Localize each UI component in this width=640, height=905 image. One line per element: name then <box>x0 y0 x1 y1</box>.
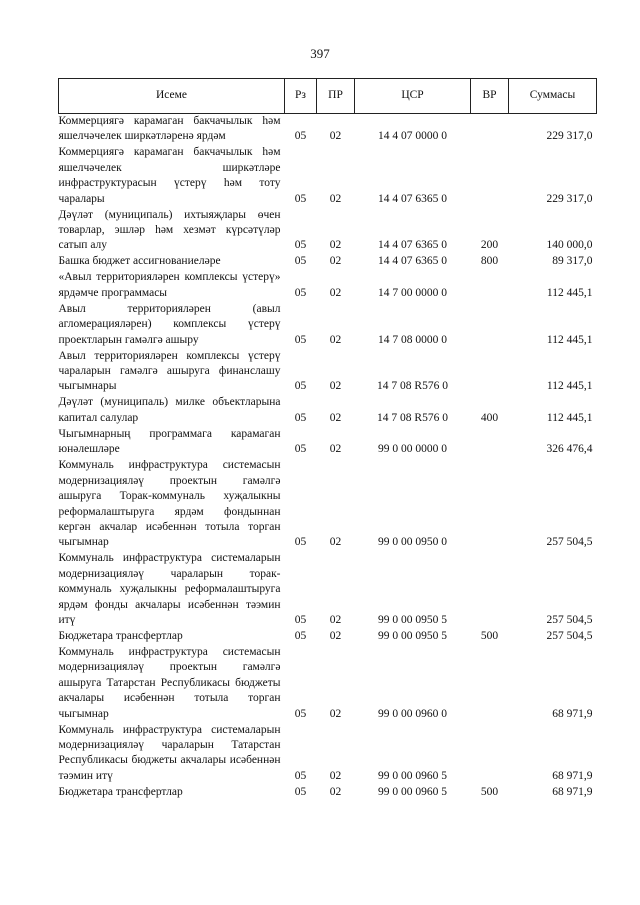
table-row <box>59 145 597 207</box>
row-sum: 229 317,0 <box>546 130 593 143</box>
row-vr <box>471 458 509 551</box>
row-pr: 02 <box>329 785 342 798</box>
table-row <box>59 645 597 723</box>
row-rz: 05 <box>294 629 307 642</box>
table-row <box>59 785 597 801</box>
row-csr: 99 0 00 0960 5 <box>378 785 447 798</box>
budget-table <box>58 78 597 801</box>
row-vr <box>471 145 509 207</box>
row-csr: 99 0 00 0960 0 <box>378 707 447 720</box>
row-vr: 400 <box>480 411 499 424</box>
header-rz: Рз <box>285 79 317 114</box>
header-vr: ВР <box>471 79 509 114</box>
header-sum: Суммасы <box>509 79 597 114</box>
row-name: Чыгымнарның программага карамаган юнәлешләре <box>58 427 281 456</box>
row-name: «Авыл территорияләрен комплексы үстерү» ярдәмче программасы <box>58 271 281 299</box>
row-name: Коммуналь инфраструктура системаларын модернизацияләү чараларын Татарстан Республикасы бюджеты акчалары исәбеннән тәэмин итү <box>58 723 281 782</box>
table-row <box>59 723 597 785</box>
row-vr <box>471 645 509 723</box>
row-name: Коммерциягә карамаган бакчачылык һәм яшелчәчелек ширкәтләренә ярдәм <box>58 115 281 143</box>
row-vr <box>471 302 509 349</box>
row-sum: 112 445,1 <box>546 380 593 393</box>
row-csr: 99 0 00 0960 5 <box>378 769 447 782</box>
row-vr <box>471 349 509 396</box>
row-name: Авыл территорияләрен комплексы үстерү чараларын гамәлгә ашыруга финанслашу чыгымнары <box>58 349 281 393</box>
row-name: Коммуналь инфраструктура системасын модернизацияләү проектын гамәлгә ашыруга Татарстан Республикасы бюджеты акчалары исәбеннән тотыла торган чыгымнар <box>58 645 281 720</box>
row-pr: 02 <box>329 769 342 782</box>
row-name: Авыл территорияләрен (авыл агломерацияләрен) комплексы үстерү проектларын гамәлгә ашыру <box>58 302 281 346</box>
row-rz: 05 <box>294 286 307 299</box>
row-name: Дәүләт (муниципаль) ихтыяҗлары өчен товарлар, эшләр һәм хезмәт күрсәтүләр сатып алу <box>58 208 281 252</box>
row-sum: 112 445,1 <box>546 333 593 346</box>
row-rz: 05 <box>294 130 307 143</box>
row-name: Бюджетара трансфертлар <box>58 785 183 798</box>
row-csr: 14 4 07 6365 0 <box>378 192 447 205</box>
table-row <box>59 302 597 349</box>
row-csr: 14 7 08 R576 0 <box>377 411 448 424</box>
row-csr: 99 0 00 0000 0 <box>378 443 447 456</box>
row-name: Коммуналь инфраструктура системасын модернизацияләү проектын гамәлгә ашыруга Торак-коммуналь хуҗалыкны реформалаштыруга ярдәм фондыннан кергән акчалар исәбеннән тотыла торган чыгымнар <box>58 459 281 549</box>
row-sum: 112 445,1 <box>546 411 593 424</box>
table-row <box>59 114 597 146</box>
row-vr <box>471 427 509 458</box>
row-name: Бюджетара трансфертлар <box>58 629 183 642</box>
row-csr: 99 0 00 0950 0 <box>378 536 447 549</box>
row-pr: 02 <box>329 255 342 268</box>
row-csr: 14 7 08 0000 0 <box>378 333 447 346</box>
row-pr: 02 <box>329 629 342 642</box>
row-rz: 05 <box>294 443 307 456</box>
row-sum: 112 445,1 <box>546 286 593 299</box>
row-name: Башка бюджет ассигнованиеләре <box>58 255 221 268</box>
row-vr: 200 <box>480 239 499 252</box>
row-pr: 02 <box>329 192 342 205</box>
row-sum: 89 317,0 <box>552 255 593 268</box>
table-row <box>59 395 597 426</box>
row-rz: 05 <box>294 411 307 424</box>
row-sum: 257 504,5 <box>546 613 593 626</box>
row-sum: 68 971,9 <box>552 769 593 782</box>
row-sum: 140 000,0 <box>546 239 593 252</box>
page-number: 397 <box>310 46 330 61</box>
row-rz: 05 <box>294 785 307 798</box>
row-vr <box>471 270 509 301</box>
table-row <box>59 551 597 629</box>
row-sum: 257 504,5 <box>546 629 593 642</box>
row-vr <box>471 551 509 629</box>
row-pr: 02 <box>329 239 342 252</box>
row-vr: 800 <box>480 255 499 268</box>
table-row <box>59 254 597 270</box>
row-pr: 02 <box>329 411 342 424</box>
row-csr: 14 7 00 0000 0 <box>378 286 447 299</box>
row-rz: 05 <box>294 333 307 346</box>
row-pr: 02 <box>329 286 342 299</box>
table-row <box>59 427 597 458</box>
row-pr: 02 <box>329 333 342 346</box>
row-sum: 257 504,5 <box>546 536 593 549</box>
row-name: Коммерциягә карамаган бакчачылык һәм яшелчәчелек ширкәтләре инфраструктурасын үстерү һәм тоту чаралары <box>58 146 281 205</box>
table-row <box>59 270 597 301</box>
row-rz: 05 <box>294 769 307 782</box>
row-csr: 14 4 07 0000 0 <box>378 130 447 143</box>
row-sum: 229 317,0 <box>546 192 593 205</box>
header-pr: ПР <box>317 79 355 114</box>
row-sum: 326 476,4 <box>546 443 593 456</box>
row-vr: 500 <box>480 785 499 798</box>
table-header-row <box>59 79 597 114</box>
row-pr: 02 <box>329 130 342 143</box>
row-csr: 99 0 00 0950 5 <box>378 629 447 642</box>
row-rz: 05 <box>294 536 307 549</box>
table-row <box>59 629 597 645</box>
row-rz: 05 <box>294 192 307 205</box>
row-name: Коммуналь инфраструктура системаларын модернизацияләү чараларын торак-коммуналь хуҗалыкны реформалаштыруга ярдәм фонды акчалары исәбеннән тәэмин итү <box>58 552 281 626</box>
row-sum: 68 971,9 <box>552 785 593 798</box>
row-rz: 05 <box>294 613 307 626</box>
row-csr: 14 4 07 6365 0 <box>378 255 447 268</box>
header-csr: ЦСР <box>355 79 471 114</box>
row-rz: 05 <box>294 255 307 268</box>
table-row <box>59 458 597 551</box>
row-pr: 02 <box>329 707 342 720</box>
table-row <box>59 349 597 396</box>
row-vr <box>471 723 509 785</box>
row-pr: 02 <box>329 536 342 549</box>
header-name: Исеме <box>59 79 285 114</box>
row-pr: 02 <box>329 443 342 456</box>
row-sum: 68 971,9 <box>552 707 593 720</box>
row-rz: 05 <box>294 239 307 252</box>
row-csr: 14 7 08 R576 0 <box>377 380 448 393</box>
row-name: Дәүләт (муниципаль) милке объектларына капитал салулар <box>58 396 281 424</box>
row-vr: 500 <box>480 629 499 642</box>
row-csr: 14 4 07 6365 0 <box>378 239 447 252</box>
row-rz: 05 <box>294 707 307 720</box>
row-rz: 05 <box>294 380 307 393</box>
row-vr <box>471 114 509 146</box>
row-csr: 99 0 00 0950 5 <box>378 613 447 626</box>
row-pr: 02 <box>329 613 342 626</box>
row-pr: 02 <box>329 380 342 393</box>
table-row <box>59 208 597 255</box>
